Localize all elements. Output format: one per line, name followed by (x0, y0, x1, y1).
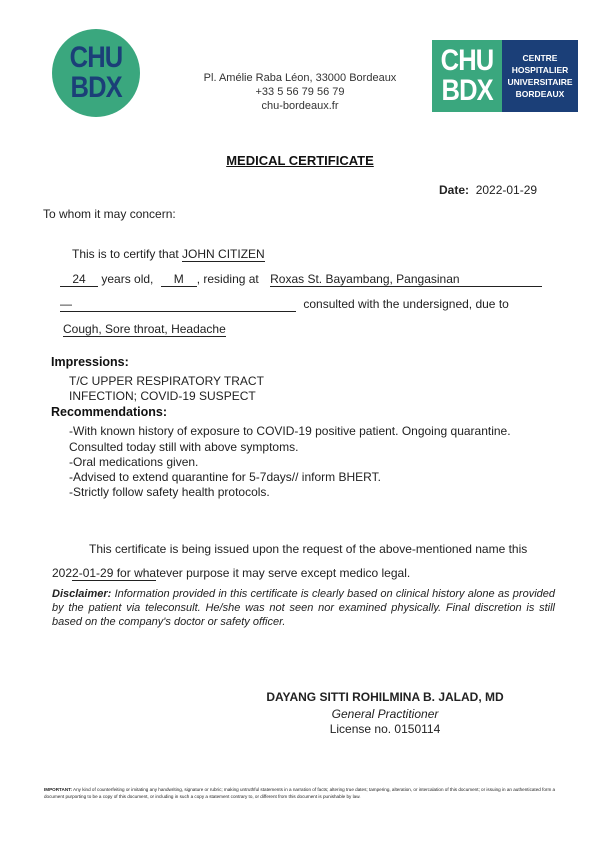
disclaimer-label: Disclaimer: (52, 588, 112, 600)
chu-bordeaux-logo-right (432, 40, 578, 112)
logo-caption-2: HOSPITALIER (511, 65, 569, 75)
address-website: chu-bordeaux.fr (261, 100, 339, 112)
complaint-line (63, 322, 226, 337)
chu-bdx-logo-left (52, 29, 140, 117)
logo-caption-3: UNIVERSITAIRE (507, 77, 573, 87)
salutation: To whom it may concern: (43, 207, 176, 221)
logo-right-caption (502, 40, 578, 112)
physician-title: General Practitioner (331, 707, 439, 721)
patient-extra-field: — (60, 297, 296, 312)
disclaimer (52, 587, 555, 629)
certificate-title: MEDICAL CERTIFICATE (226, 153, 374, 168)
patient-intro-line (72, 247, 265, 262)
consulted-line (60, 297, 509, 312)
issuance-prefix: 202 (52, 566, 73, 580)
age-suffix: years old, (101, 272, 154, 286)
issuance-line1: This certificate is being issued upon the request of the above-mentioned name this (89, 542, 528, 556)
footer-text: Any kind of counterfeiting or imitating any handwriting, signature or rubric; making untruthful statements in a narration of facts; altering true dates; tampering, alteration, or intercalation of this document; or issuing in an authenticated form a document purporting to be a copy of this document, or including in such a copy a statement contrary to, or different from this document is punishable by law. (44, 787, 556, 799)
issuance-line2 (52, 566, 410, 581)
logo-right-mark (432, 40, 502, 112)
patient-name: JOHN CITIZEN (182, 247, 265, 261)
address-phone: +33 5 56 79 56 79 (255, 86, 345, 98)
recommendation-item: -Oral medications given. (69, 455, 199, 469)
impressions-line2: INFECTION; COVID-19 SUSPECT (69, 389, 256, 403)
physician-license: License no. 0150114 (329, 722, 441, 736)
logo-caption-4: BORDEAUX (515, 89, 565, 99)
logo-right-line1: CHU (440, 44, 494, 77)
address-line1: Pl. Amélie Raba Léon, 33000 Bordeaux (203, 72, 397, 84)
issuance-suffix: tever purpose it may serve except medico legal. (156, 566, 411, 580)
recommendation-item: Consulted today still with above symptoms. (69, 440, 299, 454)
logo-left-line1: CHU (69, 41, 123, 74)
patient-sex: M (161, 272, 197, 287)
physician-name: DAYANG SITTI ROHILMINA B. JALAD, MD (266, 690, 504, 704)
impressions-line1: T/C UPPER RESPIRATORY TRACT (69, 374, 264, 388)
recommendation-item: -Strictly follow safety health protocols. (69, 485, 270, 499)
consulted-text: consulted with the undersigned, due to (303, 297, 509, 311)
patient-address: Roxas St. Bayambang, Pangasinan (270, 272, 542, 287)
legal-footer (44, 787, 564, 800)
hospital-address (180, 71, 420, 113)
issuance-date: 2-01-29 for wha (72, 566, 157, 580)
date-value: 2022-01-29 (475, 183, 538, 197)
age-sex-address-line (60, 272, 542, 287)
logo-caption-1: CENTRE (522, 53, 558, 63)
intro-text: This is to certify that (72, 247, 179, 261)
footer-label: IMPORTANT: (44, 787, 72, 792)
recommendation-item: -Advised to extend quarantine for 5-7days// inform BHERT. (69, 470, 381, 484)
impressions-heading: Impressions: (51, 355, 129, 369)
recommendations-heading: Recommendations: (51, 405, 167, 419)
logo-right-line2: BDX (441, 74, 493, 107)
residing-label: , residing at (196, 272, 259, 286)
chief-complaint: Cough, Sore throat, Headache (63, 322, 226, 336)
patient-age: 24 (60, 272, 98, 287)
certificate-date (439, 183, 537, 197)
date-label: Date: (439, 183, 470, 197)
logo-left-line2: BDX (70, 71, 122, 104)
recommendation-item: -With known history of exposure to COVID-19 positive patient. Ongoing quarantine. (69, 424, 511, 438)
disclaimer-text: Information provided in this certificate is clearly based on clinical history alone as provided by the patient via teleconsult. He/she was not seen nor examined physically. Final discretion is still based on the company's doctor or safety officer. (52, 588, 555, 628)
